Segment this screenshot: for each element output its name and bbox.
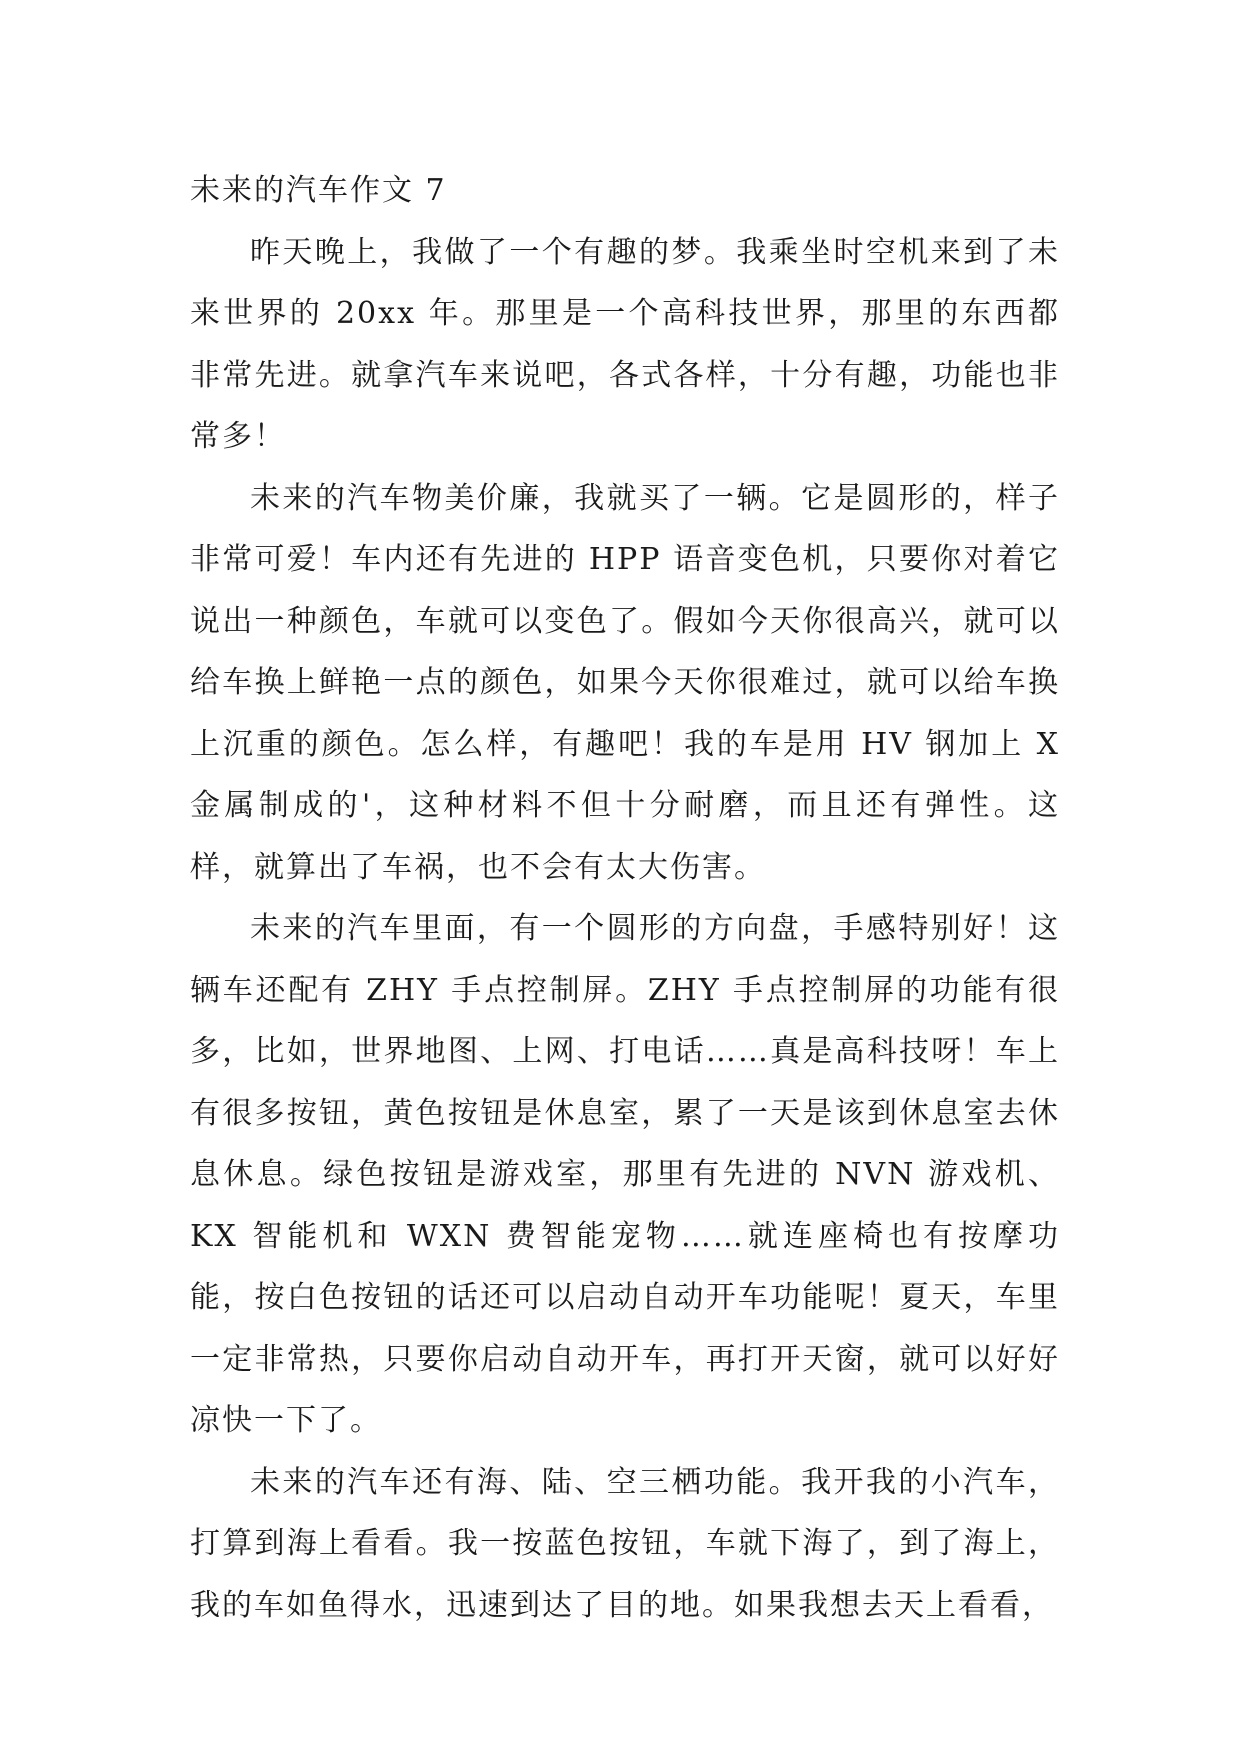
paragraph-4: 未来的汽车还有海、陆、空三栖功能。我开我的小汽车，打算到海上看看。我一按蓝色按钮，车就下海了，到了海上，我的车如鱼得水，迅速到达了目的地。如果我想去天上看看， [190, 1464, 1060, 1623]
paragraph-1: 昨天晚上，我做了一个有趣的梦。我乘坐时空机来到了未来世界的 20xx 年。那里是一个高科技世界，那里的东西都非常先进。就拿汽车来说吧，各式各样，十分有趣，功能也非常多！ [190, 234, 1060, 454]
essay-body [190, 160, 1060, 1636]
essay-title: 未来的汽车作文 7 [190, 173, 447, 208]
paragraph-2: 未来的汽车物美价廉，我就买了一辆。它是圆形的，样子非常可爱！车内还有先进的 HPP 语音变色机，只要你对着它说出一种颜色，车就可以变色了。假如今天你很高兴，就可以给车换上鲜艳一点的颜色，如果今天你很难过，就可以给车换上沉重的颜色。怎么样，有趣吧！我的车是用 HV 钢加上 X 金属制成的'，这种材料不但十分耐磨，而且还有弹性。这样，就算出了车祸，也不会有太大伤害。 [190, 480, 1060, 885]
paragraph-3: 未来的汽车里面，有一个圆形的方向盘，手感特别好！这辆车还配有 ZHY 手点控制屏。ZHY 手点控制屏的功能有很多，比如，世界地图、上网、打电话……真是高科技呀！车上有很多按钮，黄色按钮是休息室，累了一天是该到休息室去休息休息。绿色按钮是游戏室，那里有先进的 NVN 游戏机、KX 智能机和 WXN 费智能宠物……就连座椅也有按摩功能，按白色按钮的话还可以启动自动开车功能呢！夏天，车里一定非常热，只要你启动自动开车，再打开天窗，就可以好好凉快一下了。 [190, 911, 1060, 1438]
